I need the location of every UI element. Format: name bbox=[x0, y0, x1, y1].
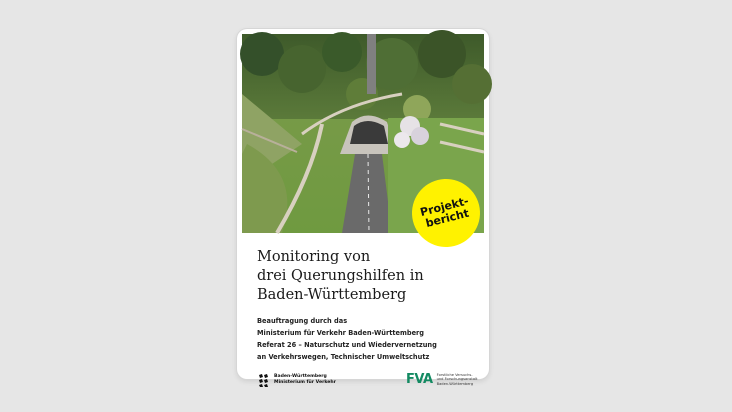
assignment-line: an Verkehrswegen, Technischer Umweltschutz bbox=[257, 353, 430, 361]
lions-coat-of-arms-icon bbox=[257, 372, 271, 388]
bw-logo-line: Baden-Württemberg bbox=[274, 374, 327, 379]
badge-label: Projekt- bericht bbox=[418, 194, 471, 230]
report-title bbox=[257, 248, 477, 305]
fva-logo-line: Forstliche Versuchs- bbox=[436, 372, 473, 377]
fva-logo-line: Baden-Württemberg bbox=[436, 381, 474, 386]
fva-mark: FVA bbox=[406, 372, 433, 387]
title-line: Monitoring von bbox=[257, 249, 371, 265]
fva-logo-line: und Forschungsanstalt bbox=[436, 377, 478, 382]
report-cover-card[interactable] bbox=[237, 29, 489, 387]
title-line: drei Querungshilfen in bbox=[257, 268, 424, 284]
fva-logo bbox=[406, 372, 477, 387]
title-line: Baden-Württemberg bbox=[257, 287, 407, 303]
assignment-line: Beauftragung durch das bbox=[257, 317, 348, 325]
baden-wuerttemberg-ministry-logo bbox=[257, 372, 336, 388]
assignment-line: Referat 26 – Naturschutz und Wiedervernetzung bbox=[257, 341, 437, 349]
assignment-line: Ministerium für Verkehr Baden-Württemberg bbox=[257, 329, 425, 337]
bw-logo-line: Ministerium für Verkehr bbox=[274, 380, 336, 385]
assignment-text bbox=[257, 315, 482, 363]
